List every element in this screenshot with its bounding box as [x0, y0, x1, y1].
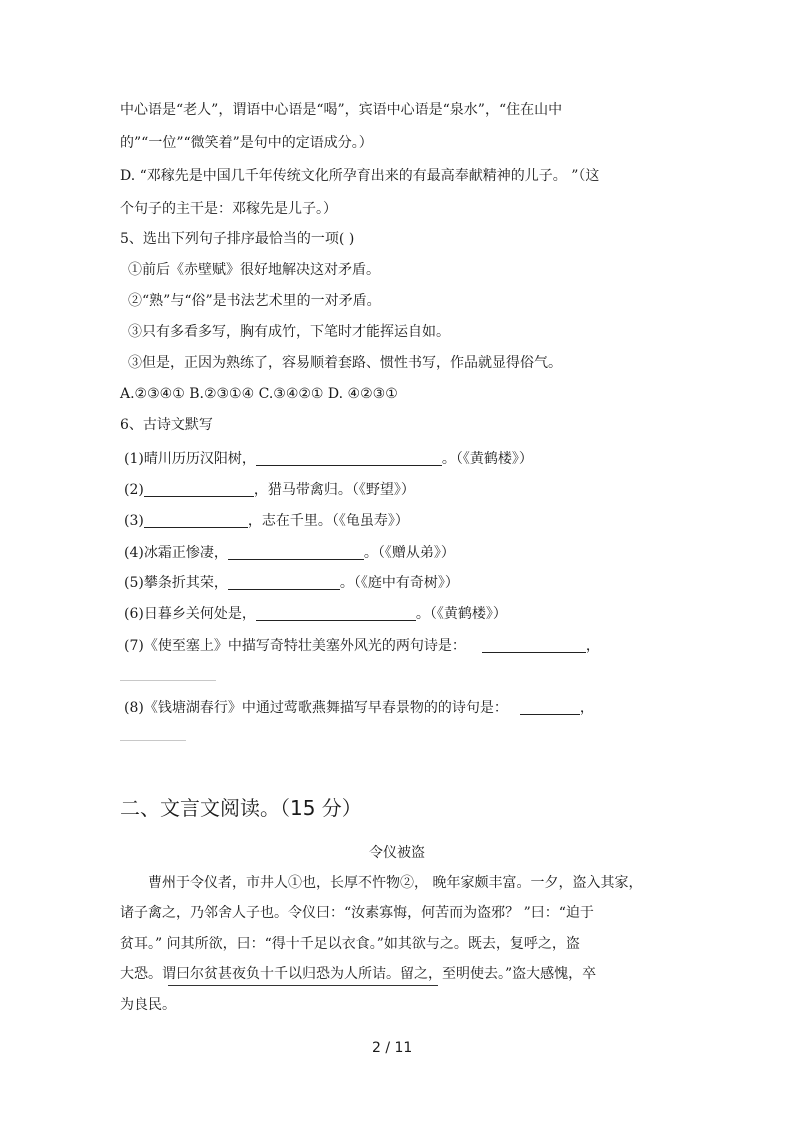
poem-item-suffix: ， — [579, 700, 594, 716]
poem-item-suffix: ，志在千里。（《龟虽寿》） — [247, 513, 409, 529]
poem-item-7 — [124, 638, 600, 653]
answer-blank[interactable] — [228, 575, 340, 590]
answer-blank[interactable] — [520, 700, 580, 715]
poem-item-2 — [124, 482, 415, 497]
passage-line-2: 诸子禽之，乃邻舍人子也。令仪曰：“汝素寡悔，何苦而为盗邪？ ”曰：“迫于 — [120, 905, 594, 921]
answer-blank[interactable] — [482, 638, 586, 653]
answer-blank[interactable] — [144, 513, 248, 528]
poem-item-suffix: 。（《黄鹤楼》） — [415, 606, 507, 622]
poem-item-suffix: 。（《庭中有奇树》） — [339, 575, 459, 591]
passage-line-3: 贫耳。” 问其所欲，曰：“得十千足以衣食。”如其欲与之。既去，复呼之，盗 — [120, 936, 580, 952]
question-5-stem: 5、选出下列句子排序最恰当的一项( ) — [120, 231, 355, 247]
passage-title: 令仪被盗 — [369, 845, 425, 861]
poem-item-1 — [124, 451, 533, 466]
poem-item-3 — [124, 513, 409, 528]
poem-item-6 — [124, 606, 507, 621]
sentence-option-2: ②“熟”与“俗”是书法艺术里的一对矛盾。 — [128, 293, 381, 309]
poem-item-suffix: 。（《赠从弟》） — [363, 545, 455, 561]
answer-blank[interactable] — [228, 545, 364, 560]
poem-item-prefix: (5)攀条折其荣， — [124, 575, 228, 591]
answer-blank[interactable] — [256, 451, 442, 466]
poem-item-4 — [124, 545, 455, 560]
poem-item-prefix: (8)《钱塘湖春行》中通过莺歌燕舞描写早春景物的的诗句是： — [124, 700, 508, 716]
passage-line-5: 为良民。 — [120, 997, 176, 1013]
poem-item-prefix: (2) — [124, 482, 144, 498]
poem-item-suffix: ，猎马带禽归。（《野望》） — [253, 482, 415, 498]
poem-item-suffix: 。（《黄鹤楼》） — [441, 451, 533, 467]
poem-item-5 — [124, 575, 459, 590]
question-6-stem: 6、古诗文默写 — [120, 417, 213, 433]
answer-blank[interactable] — [144, 482, 254, 497]
sentence-underline — [168, 985, 438, 986]
poem-item-prefix: (3) — [124, 513, 144, 529]
answer-blank[interactable] — [256, 606, 416, 621]
passage-line-4: 大恐。谓曰尔贫甚夜负十千以归恐为人所诘。留之，至明使去。”盗大感愧，卒 — [120, 966, 597, 982]
continuation-line[interactable] — [120, 680, 216, 681]
text-line-2: 的”“一位”“微笑着”是句中的定语成分。） — [120, 135, 373, 151]
poem-item-prefix: (1)晴川历历汉阳树， — [124, 451, 256, 467]
continuation-line[interactable] — [120, 740, 186, 741]
text-line-4: 个句子的主干是：邓稼先是儿子。） — [120, 201, 337, 217]
section-heading: 二、文言文阅读。（15 分） — [120, 796, 362, 820]
sentence-option-4: ③但是，正因为熟练了，容易顺着套路、惯性书写，作品就显得俗气。 — [128, 355, 562, 371]
poem-item-suffix: ， — [585, 638, 600, 654]
sentence-option-1: ①前后《赤壁赋》很好地解决这对矛盾。 — [128, 262, 380, 278]
poem-item-prefix: (6)日暮乡关何处是， — [124, 606, 256, 622]
poem-item-prefix: (4)冰霜正惨凄， — [124, 545, 228, 561]
sentence-option-3: ③只有多看多写，胸有成竹，下笔时才能挥运自如。 — [128, 324, 450, 340]
poem-item-prefix: (7)《使至塞上》中描写奇特壮美塞外风光的两句诗是： — [124, 638, 466, 654]
passage-line-1: 曹州于令仪者，市井人①也，长厚不忤物②， 晚年家颇丰富。一夕，盗入其家， — [148, 875, 643, 891]
text-line-3: D. “邓稼先是中国几千年传统文化所孕育出来的有最高奉献精神的儿子。 ”（这 — [120, 168, 600, 184]
text-line-1: 中心语是“老人”，谓语中心语是“喝”，宾语中心语是“泉水”，“住在山中 — [120, 102, 563, 118]
answer-choices: A.②③④① B.②③①④ C.③④②① D. ④②③① — [120, 386, 398, 402]
page-number: 2 / 11 — [372, 1040, 413, 1056]
poem-item-8 — [124, 700, 594, 715]
